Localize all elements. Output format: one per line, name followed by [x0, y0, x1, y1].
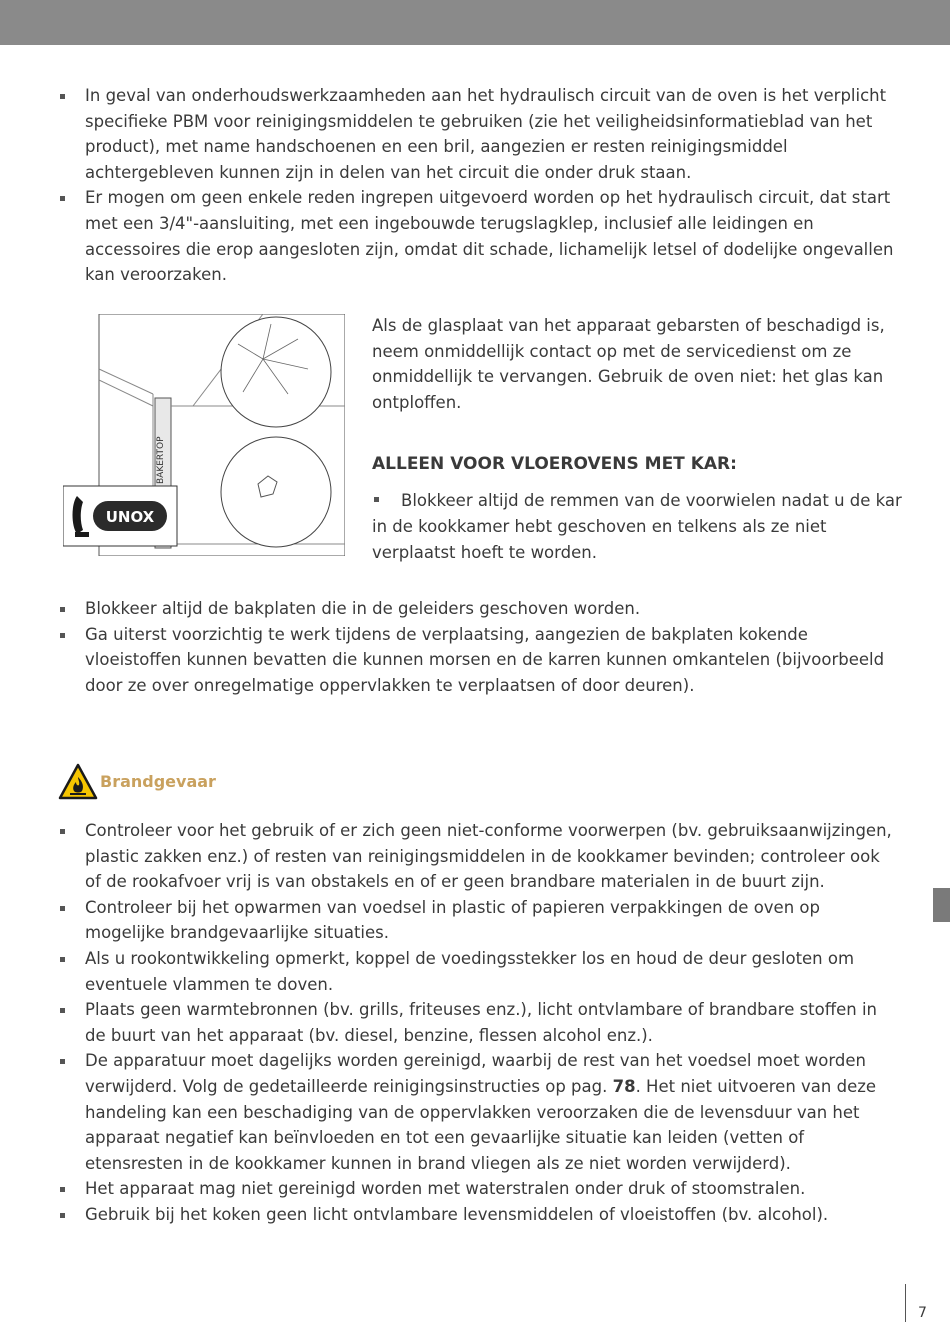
page-divider [905, 1284, 906, 1322]
header-bar [0, 0, 950, 45]
glass-warning: Als de glasplaat van het apparaat gebarsten of beschadigd is, neem onmiddellijk contact op met de servicedienst om ze onmiddellijk te vervangen. Gebruik de oven niet: het glas kan ontploffen. [372, 316, 885, 412]
bullets-fire [60, 818, 900, 1228]
bullets-middle [60, 596, 900, 698]
unox-logo: UNOX [105, 508, 155, 526]
chapter-tab [933, 888, 950, 922]
list-item: De apparatuur moet dagelijks worden gereinigd, waarbij de rest van het voedsel moet worden verwijderd. Volg de gedetailleerde reinigingsinstructies op pag. 78. Het niet uitvoeren van deze handeling kan een beschadiging van de oppervlakken veroorzaken die de levensduur van het apparaat negatief kan beïnvloeden en tot een gevaarlijke situatie kan leiden (vetten of etensresten in de kookkamer kunnen in brand vliegen als ze niet worden verwijderd). [60, 1048, 900, 1176]
list-item: Er mogen om geen enkele reden ingrepen uitgevoerd worden op het hydraulisch circuit, dat start met een 3/4"-aansluiting, met een ingebouwde terugslagklep, inclusief alle leidingen en accessoires die erop aangesloten zijn, omdat dit schade, lichamelijk letsel of dodelijke ongevallen kan veroorzaken. [60, 185, 900, 287]
page-reference: 78 [612, 1076, 636, 1096]
list-item: Als u rookontwikkeling opmerkt, koppel de voedingsstekker los en houd de deur gesloten om eventuele vlammen te doven. [60, 946, 900, 997]
list-item: Controleer bij het opwarmen van voedsel in plastic of papieren verpakkingen de oven op mogelijke brandgevaarlijke situaties. [60, 895, 900, 946]
list-item: Het apparaat mag niet gereinigd worden met waterstralen onder druk of stoomstralen. [60, 1176, 900, 1202]
list-item: Ga uiterst voorzichtig te werk tijdens de verplaatsing, aangezien de bakplaten kokende vloeistoffen kunnen bevatten die kunnen morsen en de karren kunnen omkantelen (bijvoorbeeld door ze over onregelmatige oppervlakken te verplaatsen of door deuren). [60, 622, 900, 699]
list-item: Plaats geen warmtebronnen (bv. grills, friteuses enz.), licht ontvlambare of brandbare stoffen in de buurt van het apparaat (bv. diesel, benzine, flessen alcohol enz.). [60, 997, 900, 1048]
fire-hazard-title: Brandgevaar [100, 772, 216, 791]
list-item: In geval van onderhoudswerkzaamheden aan het hydraulisch circuit van de oven is het verplicht specifieke PBM voor reinigingsmiddelen te gebruiken (zie het veiligheidsinformatieblad van het product), met name handschoenen en een bril, aangezien er resten reinigingsmiddel achtergebleven kunnen zijn in delen van het circuit die onder druk staan. [60, 83, 900, 185]
fire-warning-icon [58, 763, 98, 801]
list-item: Gebruik bij het koken geen licht ontvlambare levensmiddelen of vloeistoffen (bv. alcohol). [60, 1202, 900, 1228]
page-number: 7 [918, 1305, 927, 1321]
list-item: Blokkeer altijd de bakplaten die in de geleiders geschoven worden. [60, 596, 900, 622]
oven-drawing [63, 314, 345, 556]
bullets-top [60, 83, 900, 288]
oven-glass-illustration [63, 314, 345, 556]
floor-section-heading: ALLEEN VOOR VLOEROVENS MET KAR: [372, 454, 737, 474]
oven-label: BAKERTOP [156, 436, 166, 484]
floor-section-bullet: Blokkeer altijd de remmen van de voorwielen nadat u de kar in de kookkamer hebt geschoven en telkens als ze niet verplaatst hoeft te worden. [372, 491, 902, 562]
list-item: Controleer voor het gebruik of er zich geen niet-conforme voorwerpen (bv. gebruiksaanwijzingen, plastic zakken enz.) of resten van reinigingsmiddelen in de kookkamer bevinden; controleer ook of de rookafvoer vrij is van obstakels en of er geen brandbare materialen in de buurt zijn. [60, 818, 900, 895]
bullet-marker [374, 497, 379, 502]
